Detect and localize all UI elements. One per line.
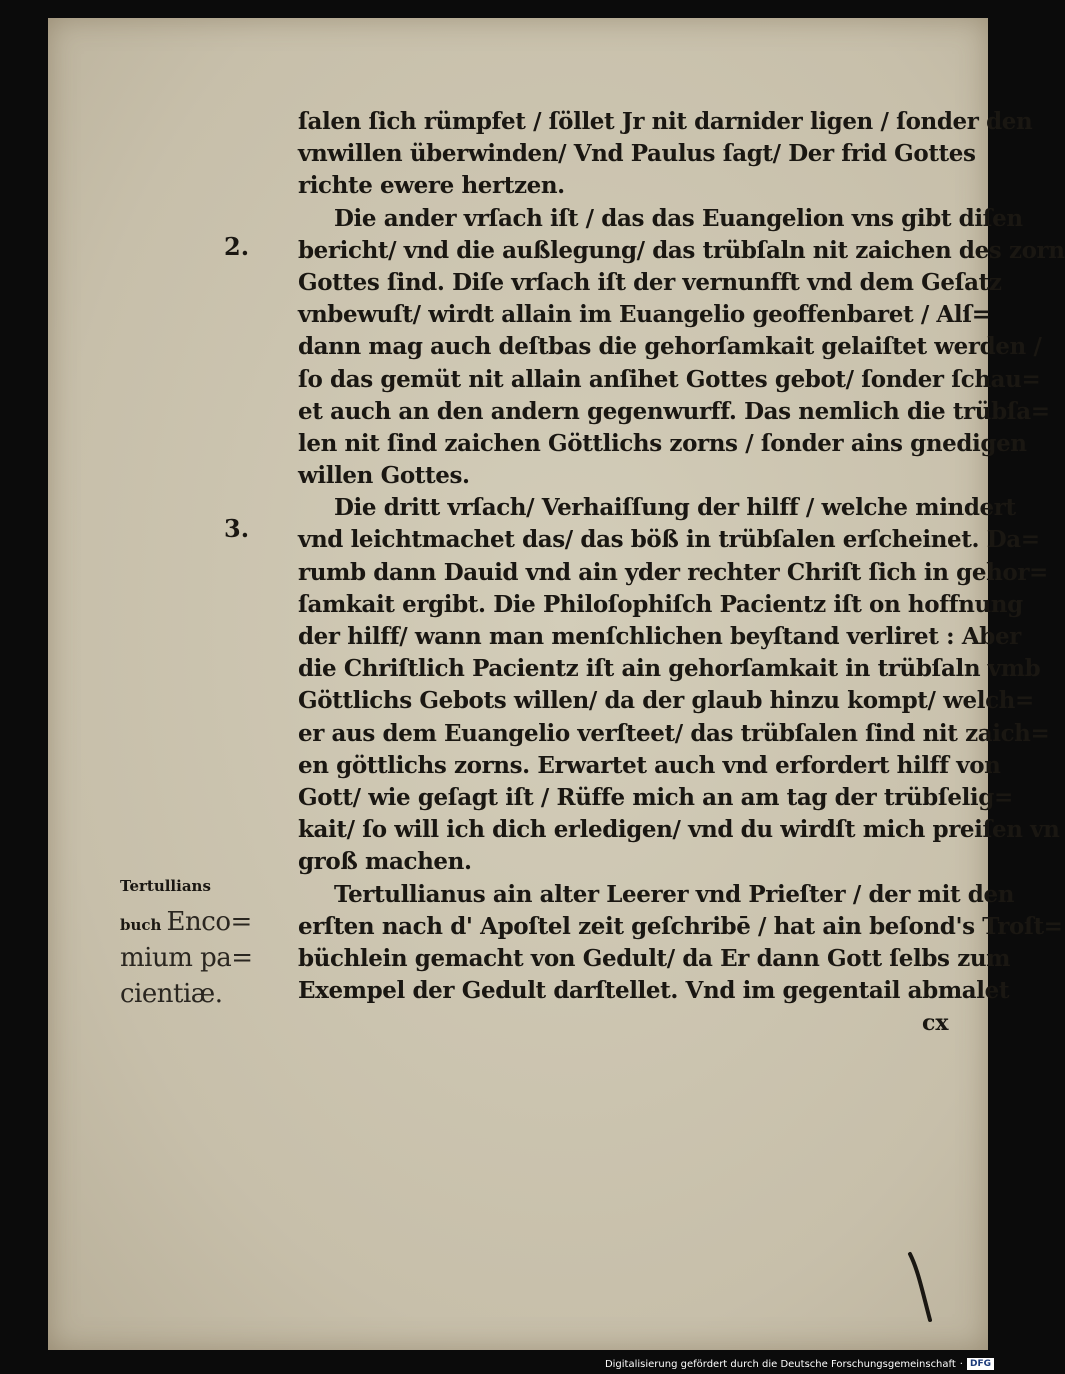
side-note-line <box>120 868 295 904</box>
text-line: dann mag auch deſtbas die gehorſamkait gelaiſtet werden / <box>298 333 1042 361</box>
text-line: groß machen. <box>298 848 472 876</box>
side-note-latin-3: cientiæ. <box>120 979 223 1009</box>
text-line: vnwillen überwinden/ Vnd Paulus ſagt/ Der frid Gottes <box>298 140 976 168</box>
text-line: die Chriſtlich Pacientz iſt ain gehorſamkait in trübſaln vmb <box>298 655 1041 683</box>
margin-number-2: 2. <box>224 232 250 261</box>
text-line: Tertullianus ain alter Leerer vnd Prieſter / der mit den <box>334 880 1015 908</box>
dfg-logo-icon: DFG <box>967 1358 994 1370</box>
text-line: et auch an den andern gegenwurff. Das nemlich die trübſa= <box>298 397 1050 425</box>
text-line: Göttlichs Gebots willen/ da der glaub hinzu kompt/ welch= <box>298 687 1034 715</box>
side-note-latin-1: Enco= <box>166 907 252 937</box>
text-line: vnd leichtmachet das/ das böß in trübſalen erſcheinet. Da= <box>298 526 1040 554</box>
text-line: Exempel der Gedult darſtellet. Vnd im gegentail abmalet <box>298 977 1010 1005</box>
text-line: bericht/ vnd die außlegung/ das trübſaln nit zaichen des zorn <box>298 236 1065 264</box>
text-line: ſamkait ergibt. Die Philoſophiſch Pacientz iſt on hoffnung <box>298 590 1023 618</box>
text-line: erſten nach d' Apoſtel zeit geſchribē / hat ain beſond's Troſt= <box>298 912 1063 940</box>
ink-mark <box>906 1250 936 1325</box>
text-line: len nit ſind zaichen Göttlichs zorns / ſonder ains gnedigen <box>298 429 1027 457</box>
book-page <box>48 18 1065 1350</box>
text-line: büchlein gemacht von Gedult/ da Er dann Gott ſelbs zum <box>298 944 1011 972</box>
text-line: richte ewere hertzen. <box>298 172 565 200</box>
text-line: rumb dann Dauid vnd ain yder rechter Chriſt ſich in gehor= <box>298 558 1048 586</box>
text-line: Gottes ſind. Diſe vrſach iſt der vernunfft vnd dem Geſatz <box>298 268 1002 296</box>
text-line: ſo das gemüt nit allain anſihet Gottes gebot/ ſonder ſchau= <box>298 365 1041 393</box>
text-line: ſalen ſich rümpfet / ſöllet Jr nit darnider ligen / ſonder den <box>298 108 1033 135</box>
footer-credit: Digitalisierung gefördert durch die Deutsche Forschungsgemeinschaft <box>604 1358 956 1370</box>
text-line: kait/ ſo will ich dich erledigen/ vnd du wirdſt mich preiſen vn <box>298 816 1060 844</box>
side-note-line <box>120 904 295 940</box>
text-line: en göttlichs zorns. Erwartet auch vnd erfordert hilff von <box>298 751 1001 779</box>
main-text-block <box>298 106 1065 1007</box>
text-line: Die ander vrſach iſt / das das Euangelion vns gibt diſen <box>334 204 1023 232</box>
side-note-line <box>120 976 295 1012</box>
text-line: der hilff/ wann man menſchlichen beyſtand verliret : Aber <box>298 623 1021 650</box>
digitization-footer <box>605 1358 994 1370</box>
side-note-gothic-word: buch <box>120 916 162 934</box>
folio-number: cx <box>922 1010 949 1036</box>
side-note <box>120 868 295 1012</box>
side-note-latin-2: mium pa= <box>120 943 253 973</box>
side-note-gothic-title: Tertullians <box>120 877 211 895</box>
side-note-line <box>120 940 295 976</box>
text-line: vnbewuſt/ wirdt allain im Euangelio geoffenbaret / Alſ= <box>298 301 991 329</box>
margin-number-3: 3. <box>224 514 250 543</box>
text-line: er aus dem Euangelio verſteet/ das trübſalen ſind nit zaich= <box>298 719 1050 747</box>
text-line: willen Gottes. <box>298 462 470 490</box>
text-line: Gott/ wie geſagt iſt / Rüffe mich an am tag der trübſelig= <box>298 783 1013 811</box>
footer-dot: · <box>959 1358 963 1370</box>
text-line: Die dritt vrſach/ Verhaiſſung der hilff / welche mindert <box>334 494 1016 522</box>
